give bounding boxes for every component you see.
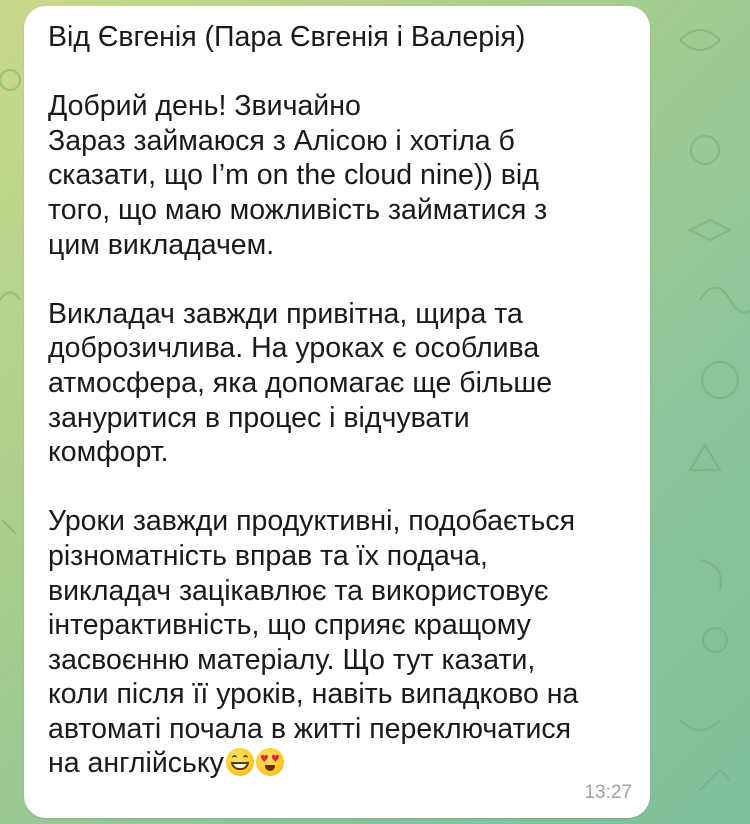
grinning-face-icon	[226, 748, 254, 776]
message-line: комфорт.	[48, 436, 169, 469]
message-blank-line	[48, 262, 630, 297]
message-line: Зараз займаюся з Алісою і хотіла б	[48, 124, 515, 157]
message-line: зануритися в процес і відчувати	[48, 401, 470, 434]
message-line: викладач зацікавлює та використовує	[48, 574, 549, 607]
message-line: Викладач завжди привітна, щира та	[48, 297, 523, 330]
message-line: атмосфера, яка допомагає ще більше	[48, 366, 553, 399]
message-line: засвоєнню матеріалу. Що тут казати,	[48, 643, 536, 676]
message-line-text: на англійську	[48, 747, 224, 780]
message-line: різноматність вправ та їх подача,	[48, 539, 488, 572]
message-line: цим викладачем.	[48, 228, 275, 261]
message-line: того, що маю можливість займатися з	[48, 193, 548, 226]
message-line: сказати, що I’m on the cloud nine)) від	[48, 159, 539, 192]
message-timestamp: 13:27	[584, 782, 632, 803]
message-line-last	[48, 746, 630, 781]
message-line: інтерактивність, що сприяє кращому	[48, 609, 531, 642]
message-line: Добрий день! Звичайно	[48, 90, 361, 123]
message-line: автоматі почала в житті переключатися	[48, 712, 572, 745]
message-line: коли після її уроків, навіть випадково на	[48, 678, 579, 711]
message-line: Уроки завжди продуктивні, подобається	[48, 505, 576, 538]
message-blank-line	[48, 470, 630, 505]
heart-eyes-face-icon: ♥ ♥	[256, 748, 284, 776]
message-blank-line	[48, 55, 630, 90]
message-bubble[interactable]	[24, 6, 650, 818]
message-line: доброзичлива. На уроках є особлива	[48, 332, 540, 365]
message-line-sender: Від Євгенія (Пара Євгенія і Валерія)	[48, 21, 526, 53]
message-text	[48, 20, 630, 781]
